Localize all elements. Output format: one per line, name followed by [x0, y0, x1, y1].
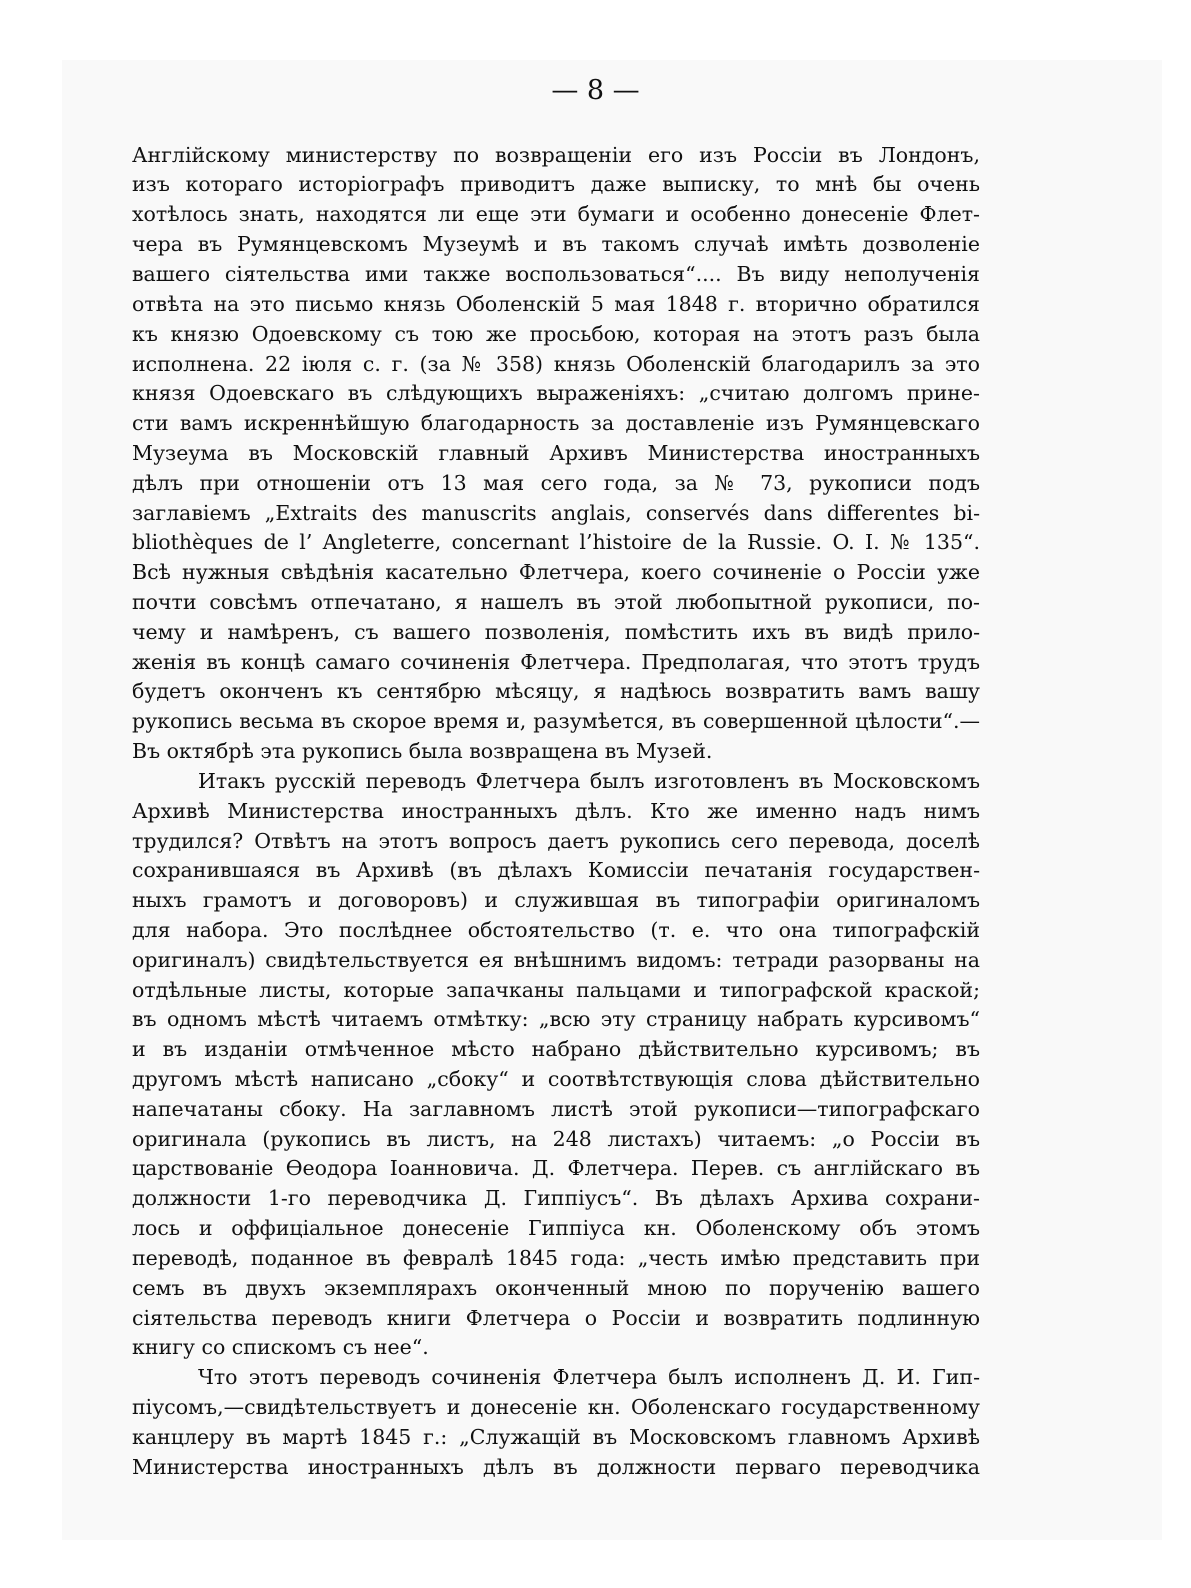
- text-line: почти совсѣмъ отпечатано, я нашелъ въ этой любопытной рукописи, по-: [132, 590, 980, 614]
- text-line: царствованіе Ѳеодора Іоанновича. Д. Флетчера. Перев. съ англійскаго въ: [132, 1156, 980, 1180]
- text-line: чему и намѣренъ, съ вашего позволенія, помѣстить ихъ въ видѣ прило-: [132, 620, 980, 644]
- text-line: исполнена. 22 іюля с. г. (за № 358) князь Оболенскій благодарилъ за это: [132, 352, 980, 376]
- text-line: bliothèques de l’ Angleterre, concernant l’histoire de la Russie. O. I. № 135“.: [132, 530, 980, 554]
- text-line: оригинала (рукопись въ листъ, на 248 листахъ) читаемъ: „о Россіи въ: [132, 1127, 980, 1151]
- text-line: лось и оффиціальное донесеніе Гиппіуса кн. Оболенскому объ этомъ: [132, 1216, 980, 1240]
- text-line: Всѣ нужныя свѣдѣнія касательно Флетчера, коего сочиненіе о Россіи уже: [132, 560, 980, 584]
- text-line: сохранившаяся въ Архивѣ (въ дѣлахъ Комиссіи печатанія государствен-: [132, 858, 980, 882]
- text-line: Англійскому министерству по возвращеніи его изъ Россіи въ Лондонъ,: [132, 143, 980, 167]
- text-line: Въ октябрѣ эта рукопись была возвращена въ Музей.: [132, 739, 713, 763]
- text-line: заглавіемъ „Extraits des manuscrits anglais, conservés dans differentes bi-: [132, 501, 980, 525]
- text-line: переводѣ, поданное въ февралѣ 1845 года: „честь имѣю представить при: [132, 1246, 980, 1270]
- text-line: отдѣльные листы, которые запачканы пальцами и типографской краской;: [132, 978, 980, 1002]
- text-line: другомъ мѣстѣ написано „сбоку“ и соотвѣтствующія слова дѣйствительно: [132, 1067, 980, 1091]
- text-line: ныхъ грамотъ и договоровъ) и служившая въ типографіи оригиналомъ: [132, 888, 980, 912]
- text-line: рукопись весьма въ скорое время и, разумѣется, въ совершенной цѣлости“.—: [132, 709, 980, 733]
- text-line: вашего сіятельства ими также воспользоваться“.... Въ виду неполученія: [132, 262, 980, 286]
- text-line: трудился? Отвѣтъ на этотъ вопросъ даетъ рукопись сего перевода, доселѣ: [132, 829, 980, 853]
- text-line: семъ въ двухъ экземплярахъ оконченный мною по порученію вашего: [132, 1276, 980, 1300]
- text-line: канцлеру въ мартѣ 1845 г.: „Служащій въ Московскомъ главномъ Архивѣ: [132, 1425, 980, 1449]
- text-line: для набора. Это послѣднее обстоятельство (т. е. что она типографскій: [132, 918, 980, 942]
- text-line: Архивѣ Министерства иностранныхъ дѣлъ. Кто же именно надъ нимъ: [132, 799, 980, 823]
- text-line: къ князю Одоевскому съ тою же просьбою, которая на этотъ разъ была: [132, 322, 980, 346]
- text-line: сіятельства переводъ книги Флетчера о Россіи и возвратить подлинную: [132, 1306, 980, 1330]
- text-line: книгу со спискомъ съ нее“.: [132, 1335, 429, 1359]
- text-line: отвѣта на это письмо князь Оболенскій 5 мая 1848 г. вторично обратился: [132, 292, 980, 316]
- text-line: и въ изданіи отмѣченное мѣсто набрано дѣйствительно курсивомъ; въ: [132, 1037, 980, 1061]
- text-line: князя Одоевскаго въ слѣдующихъ выраженіяхъ: „считаю долгомъ прине-: [132, 381, 980, 405]
- text-line: чера въ Румянцевскомъ Музеумѣ и въ такомъ случаѣ имѣть дозволеніе: [132, 232, 980, 256]
- text-line: Министерства иностранныхъ дѣлъ въ должности перваго переводчика: [132, 1455, 980, 1479]
- text-line: въ одномъ мѣстѣ читаемъ отмѣтку: „всю эту страницу набрать курсивомъ“: [132, 1007, 980, 1031]
- text-line: Музеума въ Московскій главный Архивъ Министерства иностранныхъ: [132, 441, 980, 465]
- text-line: сти вамъ искреннѣйшую благодарность за доставленіе изъ Румянцевскаго: [132, 411, 980, 435]
- paragraph-first-line: Итакъ русскій переводъ Флетчера былъ изготовленъ въ Московскомъ: [198, 769, 980, 793]
- text-line: должности 1-го переводчика Д. Гиппіусъ“. Въ дѣлахъ Архива сохрани-: [132, 1186, 980, 1210]
- paragraph-first-line: Что этотъ переводъ сочиненія Флетчера былъ исполненъ Д. И. Гип-: [198, 1365, 980, 1389]
- text-line: хотѣлось знать, находятся ли еще эти бумаги и особенно донесеніе Флет-: [132, 202, 980, 226]
- text-line: дѣлъ при отношеніи отъ 13 мая сего года, за № 73, рукописи подъ: [132, 471, 980, 495]
- text-line: оригиналъ) свидѣтельствуется ея внѣшнимъ видомъ: тетради разорваны на: [132, 948, 980, 972]
- page-number: — 8 —: [551, 75, 640, 106]
- text-line: будетъ оконченъ къ сентябрю мѣсяцу, я надѣюсь возвратить вамъ вашу: [132, 679, 980, 703]
- text-line: напечатаны сбоку. На заглавномъ листѣ этой рукописи—типографскаго: [132, 1097, 980, 1121]
- text-line: женія въ концѣ самаго сочиненія Флетчера. Предполагая, что этотъ трудъ: [132, 650, 980, 674]
- text-line: изъ котораго исторіографъ приводитъ даже выписку, то мнѣ бы очень: [132, 172, 980, 196]
- text-line: піусомъ,—свидѣтельствуетъ и донесеніе кн. Оболенскаго государственному: [132, 1395, 980, 1419]
